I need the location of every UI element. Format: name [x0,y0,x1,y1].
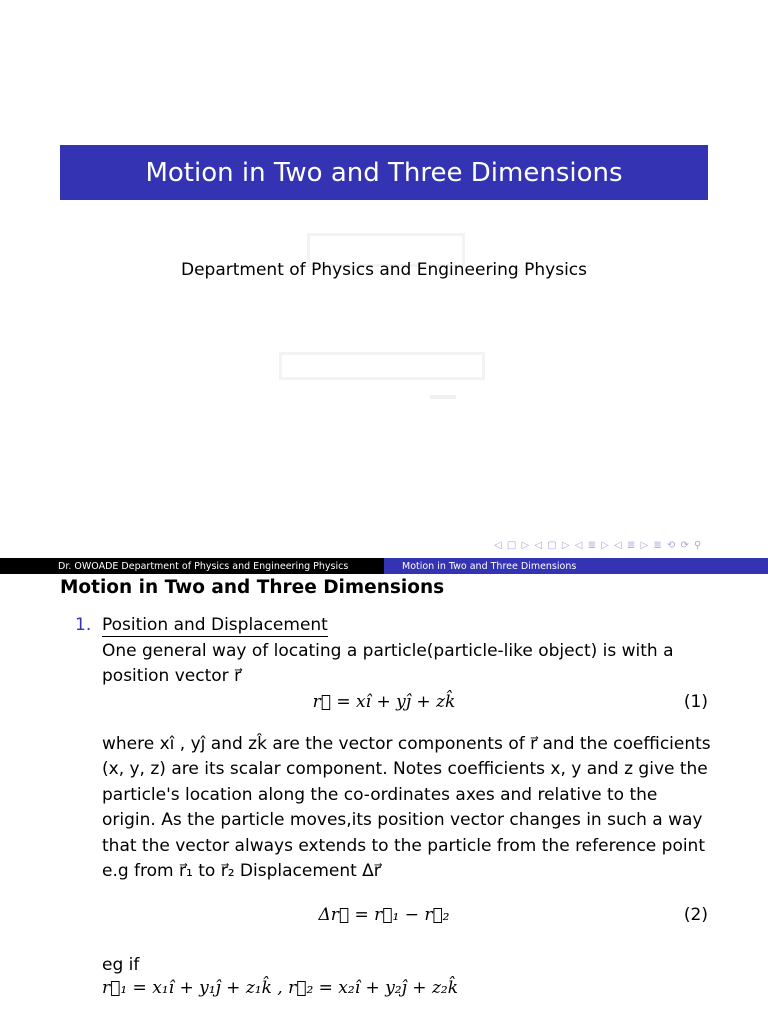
footer-author: Dr. OWOADE Department of Physics and Engineering Physics [0,558,384,574]
equation-1 [0,692,768,712]
equation-1-body: r⃗ = xî + yĵ + zk̂ [312,692,456,712]
item-heading: Position and Displacement [102,615,328,635]
navigation-symbols[interactable]: ◁ □ ▷ ◁ ▢ ▷ ◁ ≣ ▷ ◁ ≣ ▷ ≣ ⟲ ⟳ ⚲ [494,540,703,551]
institute-text: Department of Physics and Engineering Physics [181,260,587,280]
example-vectors: r⃗₁ = x₁î + y₁ĵ + z₁k̂ , r⃗₂ = x₂î + y₂ĵ + z₂k̂ [102,978,459,998]
slide-title: Motion in Two and Three Dimensions [60,145,708,200]
footline [0,558,768,574]
logo-placeholder [430,395,456,399]
paragraph-explanation: where xî , yĵ and zk̂ are the vector components of r⃗ and the coefficients (x, y, z) are its scalar component. Notes coefficients x, y and z give the particle's location along the co-ordinates axes and relative to the origin. As the particle moves,its position vector changes in such a way that the vector always extends to the particle from the reference point e.g from r⃗₁ to r⃗₂ Displacement Δr⃗ [102,734,711,882]
item-number: 1. [75,615,92,635]
date-placeholder [279,352,485,380]
equation-2-body: Δr⃗ = r⃗₁ − r⃗₂ [318,905,450,925]
footer-title: Motion in Two and Three Dimensions [384,558,768,574]
frame-title: Motion in Two and Three Dimensions [60,577,445,598]
equation-2 [0,905,768,925]
paragraph-example: eg if [102,955,140,975]
equation-1-number: (1) [683,692,708,712]
equation-2-number: (2) [683,905,708,925]
paragraph-intro: One general way of locating a particle(particle-like object) is with a position vector r⃗ [102,641,674,687]
